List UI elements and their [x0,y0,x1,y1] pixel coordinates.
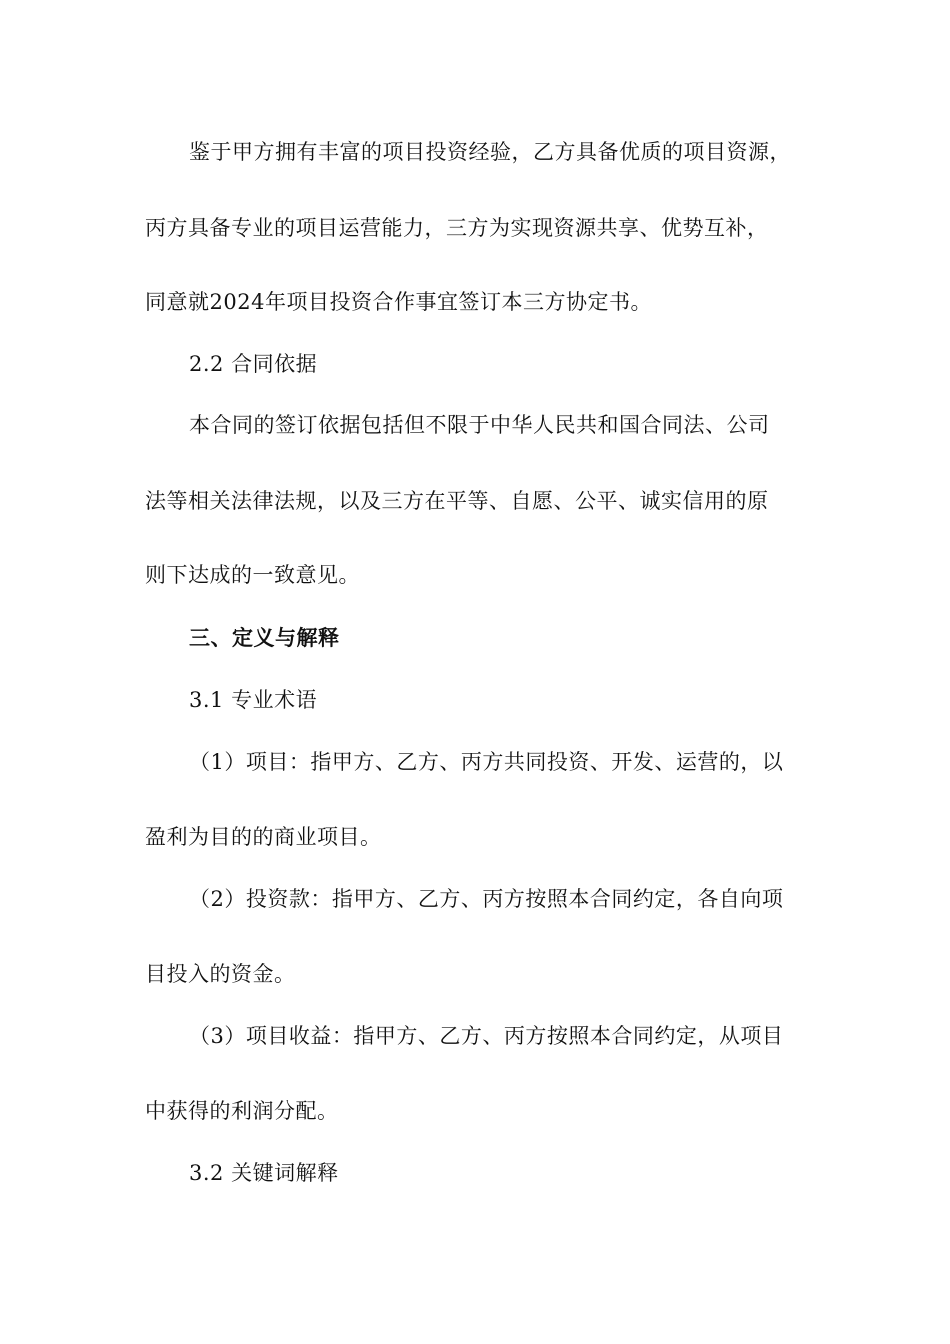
term-1-line-1: （1）项目：指甲方、乙方、丙方共同投资、开发、运营的，以 [189,750,784,774]
term-2-line-2: 目投入的资金。 [145,962,296,986]
background-paragraph-line-3: 同意就2024年项目投资合作事宜签订本三方协定书。 [145,290,652,314]
background-paragraph-line-1: 鉴于甲方拥有丰富的项目投资经验，乙方具备优质的项目资源， [189,140,791,164]
section-heading-3: 三、定义与解释 [189,625,340,650]
section-heading-3-1: 3.1 专业术语 [189,688,318,712]
term-2-line-1: （2）投资款：指甲方、乙方、丙方按照本合同约定，各自向项 [189,887,784,911]
basis-paragraph-line-3: 则下达成的一致意见。 [145,563,360,587]
term-3-line-1: （3）项目收益：指甲方、乙方、丙方按照本合同约定，从项目 [189,1024,784,1048]
background-paragraph-line-2: 丙方具备专业的项目运营能力，三方为实现资源共享、优势互补， [145,216,769,240]
section-heading-3-2: 3.2 关键词解释 [189,1161,339,1185]
basis-paragraph-line-1: 本合同的签订依据包括但不限于中华人民共和国合同法、公司 [189,413,770,437]
section-heading-2-2: 2.2 合同依据 [189,352,318,376]
term-3-line-2: 中获得的利润分配。 [145,1099,339,1123]
basis-paragraph-line-2: 法等相关法律法规，以及三方在平等、自愿、公平、诚实信用的原 [145,489,769,513]
term-1-line-2: 盈利为目的的商业项目。 [145,825,382,849]
